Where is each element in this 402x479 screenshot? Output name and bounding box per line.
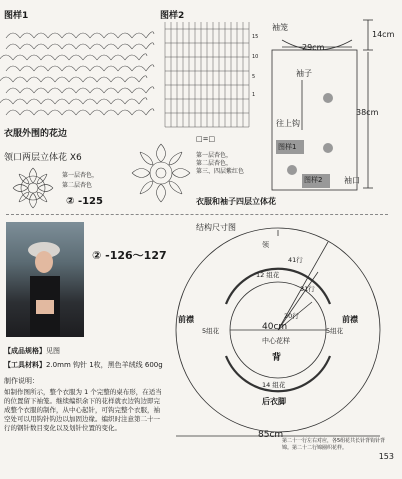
sleeve-pattern2-tag: 图样2: [304, 176, 323, 184]
sleeve-pattern1-tag: 图样1: [278, 143, 297, 151]
structure-front-right: 前襟: [342, 315, 358, 324]
model-photo: [6, 222, 84, 337]
sleeve-diagram: [262, 20, 395, 190]
structure-motif14: 14 组花: [262, 381, 286, 389]
structure-outer-diameter: 85cm: [258, 430, 284, 440]
structure-back: 背: [272, 353, 282, 363]
body-flower-layer1: 第一层杏色，: [196, 152, 233, 159]
collar-flower-number: ② -125: [66, 196, 103, 207]
pattern2-row-5: 5: [252, 74, 256, 80]
pattern2-chart: [165, 22, 260, 132]
sleeve-instruction: 往上钩: [276, 119, 300, 128]
sleeve-top-label: 袖笼: [272, 23, 288, 32]
structure-collar: 领: [262, 241, 269, 249]
sleeve-length: 38cm: [356, 108, 379, 117]
structure-hem: 后衣脚: [262, 397, 286, 406]
pattern1-chart: [6, 28, 154, 123]
structure-inner-diameter: 40cm: [262, 322, 288, 332]
pattern2-title: 图样2: [160, 11, 185, 21]
pattern1-caption: 衣服外围的花边: [4, 129, 68, 139]
structure-center: 中心花样: [262, 337, 290, 345]
pattern2-row-15: 15: [252, 34, 259, 40]
structure-front-left: 前襟: [178, 315, 194, 324]
pattern2-row-10: 10: [252, 54, 259, 60]
structure-row31: 31行: [300, 285, 315, 293]
page-number: 153: [378, 452, 394, 461]
method-title: 制作说明：: [4, 377, 39, 385]
tool-line: [4, 360, 163, 370]
structure-title: 结构尺寸图: [196, 223, 236, 232]
structure-motif5-right: 5组花: [326, 327, 344, 335]
structure-motif12: 12 组花: [256, 271, 280, 279]
structure-note: 第二十一行左右对应，各5组花共长针背钩针背锦。第二十二行锦圈织花样。: [282, 438, 386, 451]
pattern2-legend: □=□: [196, 135, 216, 143]
sleeve-cuff: 袖口: [344, 176, 360, 185]
tool-value: 2.0mm 钩针 1枚，黑色羊绒线 600g: [46, 361, 163, 369]
body-flower-layer3: 第三、四层紫红色: [196, 168, 245, 175]
spec-label: 【成品规格】: [4, 347, 46, 355]
spec-value: 见图: [46, 347, 60, 355]
sleeve-name: 袖子: [296, 69, 312, 78]
pattern1-title: 图样1: [4, 11, 29, 21]
structure-diagram: [168, 226, 388, 441]
collar-flower-title: 领口两层立体花 X6: [4, 153, 82, 163]
sleeve-width: 29cm: [302, 43, 325, 52]
structure-row41: 41行: [288, 256, 303, 264]
collar-layer1: 第一层杏色，: [62, 172, 99, 179]
body-flower-layer2: 第二层杏色，: [196, 160, 233, 167]
model-number: ② -126～127: [92, 249, 167, 262]
body-flower-title: 衣服和袖子四层立体花: [196, 197, 276, 206]
body-flower-chart: [130, 142, 192, 204]
method-text: 如制作图所示，整个衣服为 1 个完整的桌布形，在适当的位置留下袖笼。继续编织余下的花样就衣边钩边即完成整个衣服的制作，从中心起针，可钩完整个衣服，袖空处可以用钩针钩边以加固边缘。编织时注意第二十一行的钢针数目变化以及划针位置的变化。: [4, 388, 162, 432]
collar-flower-chart: [8, 163, 58, 213]
spec-line: [4, 346, 60, 356]
structure-row20: 20行: [284, 312, 299, 320]
section-divider: [6, 214, 388, 215]
structure-motif5-left: 5组花: [202, 327, 220, 335]
sleeve-top-height: 14cm: [372, 30, 395, 39]
tool-label: 【工具材料】: [4, 361, 46, 369]
collar-layer2: 第二层杏色: [62, 182, 93, 189]
pattern2-row-1: 1: [252, 92, 256, 98]
